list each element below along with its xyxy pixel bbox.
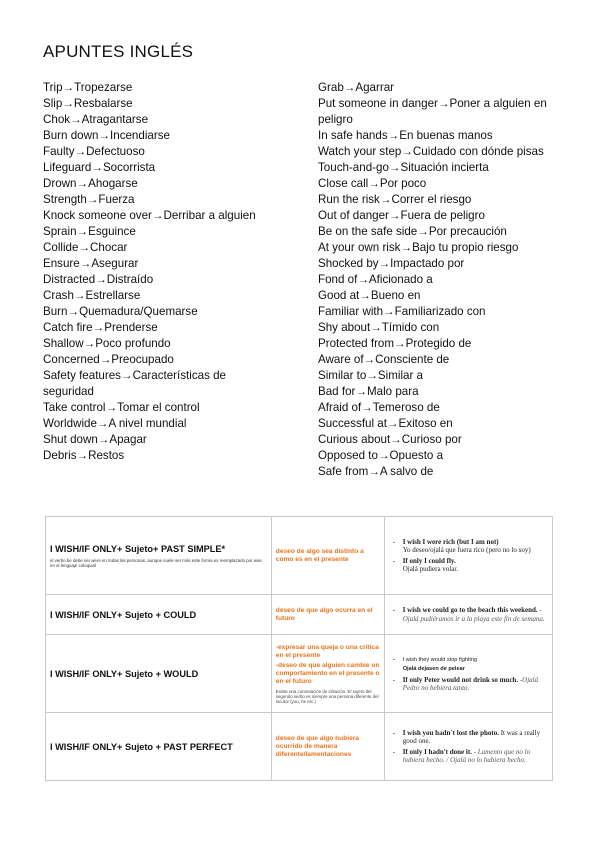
vocab-item: Drown→Ahogarse xyxy=(43,177,138,190)
vocab-item: Knock someone over→Derribar a alguien xyxy=(43,209,256,222)
vocab-item: Shy about→Tímido con xyxy=(318,321,440,334)
use-text: deseo de que algo hubiera ocurrido de manera diferente/lamentaciones xyxy=(275,734,359,758)
example-item xyxy=(389,748,548,765)
example-es: - Lamento que no lo hubiera hecho. / Ojalá no lo hubiera hecho. xyxy=(402,747,531,764)
example-es: Yo deseo/ojalá que fuera rico (pero no lo soy) xyxy=(402,546,531,554)
structure-label: I WISH/IF ONLY+ Sujeto + WOULD xyxy=(50,668,199,679)
vocab-item: Shocked by→Impactado por xyxy=(318,257,465,270)
vocab-item: Sprain→Esguince xyxy=(43,225,136,238)
vocab-item: Out of danger→Fuera de peligro xyxy=(318,209,485,222)
example-en: I wish we could go to the beach this weekend. xyxy=(402,606,538,614)
structure-cell xyxy=(46,635,272,713)
vocab-item: Watch your step→Cuidado con dónde pisas xyxy=(318,145,544,158)
vocab-item: Curious about→Curioso por xyxy=(318,433,462,446)
use-cell xyxy=(271,713,384,781)
vocab-item: Ensure→Asegurar xyxy=(43,257,139,270)
example-en: If only I could fly. xyxy=(402,556,456,565)
vocab-item: Bad for→Malo para xyxy=(318,385,419,398)
vocab-item: At your own risk→Bajo tu propio riesgo xyxy=(318,241,519,254)
vocab-item: Burn→Quemadura/Quemarse xyxy=(43,305,198,318)
example-en: If only Peter would not drink so much. xyxy=(402,675,519,684)
examples-cell xyxy=(384,517,552,595)
vocab-item: Good at→Bueno en xyxy=(318,289,421,302)
example-es: - Ojalá pudiéramos ir a la playa este fin de semana. xyxy=(402,606,545,623)
vocab-list-right xyxy=(318,80,568,480)
table-row xyxy=(46,595,553,635)
example-en: I wish they would stop fighting xyxy=(402,656,478,663)
vocab-item: Faulty→Defectuoso xyxy=(43,145,145,158)
example-en: I wish I were rich (but I am not) xyxy=(402,537,499,546)
example-en: If only I hadn't done it. xyxy=(402,747,472,756)
structure-label: I WISH/IF ONLY+ Sujeto + COULD xyxy=(50,609,197,620)
vocab-item: Strength→Fuerza xyxy=(43,193,135,206)
vocab-item: Close call→Por poco xyxy=(318,177,427,190)
use-cell xyxy=(271,635,384,713)
structure-note: el verbo be debe ser were en todas las personas, aunque suele ser más este forma es reemplazado por was en el lenguaje coloquial xyxy=(50,557,262,568)
vocab-item: Aware of→Consciente de xyxy=(318,353,450,366)
vocab-item: Opposed to→Opuesto a xyxy=(318,449,444,462)
vocab-item: Run the risk→Correr el riesgo xyxy=(318,193,472,206)
vocab-item: Crash→Estrellarse xyxy=(43,289,141,302)
use-text: -expresar una queja o una crítica en el presente xyxy=(275,643,379,659)
vocab-list-left xyxy=(43,80,278,464)
example-item xyxy=(389,729,548,746)
example-item xyxy=(389,606,548,623)
vocab-item: Trip→Tropezarse xyxy=(43,81,133,94)
example-es: Ojalá dejasen de pelear xyxy=(402,666,465,672)
use-text: deseo de que algo ocurra en el futuro xyxy=(275,606,373,622)
table-row xyxy=(46,517,553,595)
vocab-item: Familiar with→Familiarizado con xyxy=(318,305,486,318)
vocab-item: Debris→Restos xyxy=(43,449,125,462)
example-en: I wish you hadn´t lost the photo. xyxy=(402,728,499,737)
structure-cell xyxy=(46,713,272,781)
example-item xyxy=(389,538,548,555)
vocab-item: Touch-and-go→Situación incierta xyxy=(318,161,489,174)
use-cell xyxy=(271,517,384,595)
vocab-item: In safe hands→En buenas manos xyxy=(318,129,493,142)
vocab-item: Put someone in danger→Poner a alguien en peligro xyxy=(318,97,547,126)
table-row xyxy=(46,713,553,781)
vocab-item: Safety features→Características de seguridad xyxy=(43,369,227,398)
vocab-item: Protected from→Protegido de xyxy=(318,337,472,350)
vocab-item: Similar to→Similar a xyxy=(318,369,424,382)
vocab-item: Catch fire→Prenderse xyxy=(43,321,158,334)
vocab-item: Distracted→Distraído xyxy=(43,273,154,286)
vocab-item: Successful at→Exitoso en xyxy=(318,417,453,430)
vocab-item: Grab→Agarrar xyxy=(318,81,395,94)
example-item xyxy=(389,676,548,693)
vocab-item: Burn down→Incendiarse xyxy=(43,129,170,142)
example-item xyxy=(389,557,548,574)
wish-grammar-table xyxy=(45,516,553,781)
structure-label: I WISH/IF ONLY+ Sujeto + PAST PERFECT xyxy=(50,741,233,752)
vocab-item: Chok→Atragantarse xyxy=(43,113,149,126)
use-text: deseo de algo sea distinto a como es en el presente xyxy=(275,547,364,563)
example-item xyxy=(389,655,548,674)
use-cell xyxy=(271,595,384,635)
vocab-item: Fond of→Aficionado a xyxy=(318,273,433,286)
example-es: It was a really good one. xyxy=(402,728,541,745)
vocab-item: Lifeguard→Socorrista xyxy=(43,161,156,174)
vocab-item: Afraid of→Temeroso de xyxy=(318,401,440,414)
vocab-item: Shut down→Apagar xyxy=(43,433,147,446)
vocab-item: Concerned→Preocupado xyxy=(43,353,174,366)
example-es: -Ojalá Pedro no bebiera tanto. xyxy=(402,675,539,692)
structure-cell xyxy=(46,517,272,595)
vocab-item: Slip→Resbalarse xyxy=(43,97,133,110)
table-row xyxy=(46,635,553,713)
vocab-item: Be on the safe side→Por precaución xyxy=(318,225,507,238)
structure-cell xyxy=(46,595,272,635)
vocab-item: Worldwide→A nivel mundial xyxy=(43,417,187,430)
use-note: Existe una connotación de irritación. El sujeto del segundo verbo es siempre una persona diferente del locutor (you, he etc.) xyxy=(275,688,379,704)
example-es: Ojalá pudiera volar. xyxy=(402,565,459,573)
examples-cell xyxy=(384,595,552,635)
vocab-item: Shallow→Poco profundo xyxy=(43,337,171,350)
page-title: APUNTES INGLÉS xyxy=(43,42,194,61)
examples-cell xyxy=(384,635,552,713)
structure-label: I WISH/IF ONLY+ Sujeto+ PAST SIMPLE* xyxy=(50,543,226,554)
examples-cell xyxy=(384,713,552,781)
vocab-item: Take control→Tomar el control xyxy=(43,401,200,414)
use-text: -deseo de que alguien cambie un comportamiento en el presente o en el futuro xyxy=(275,661,380,685)
vocab-item: Collide→Chocar xyxy=(43,241,128,254)
vocab-item: Safe from→A salvo de xyxy=(318,465,434,478)
